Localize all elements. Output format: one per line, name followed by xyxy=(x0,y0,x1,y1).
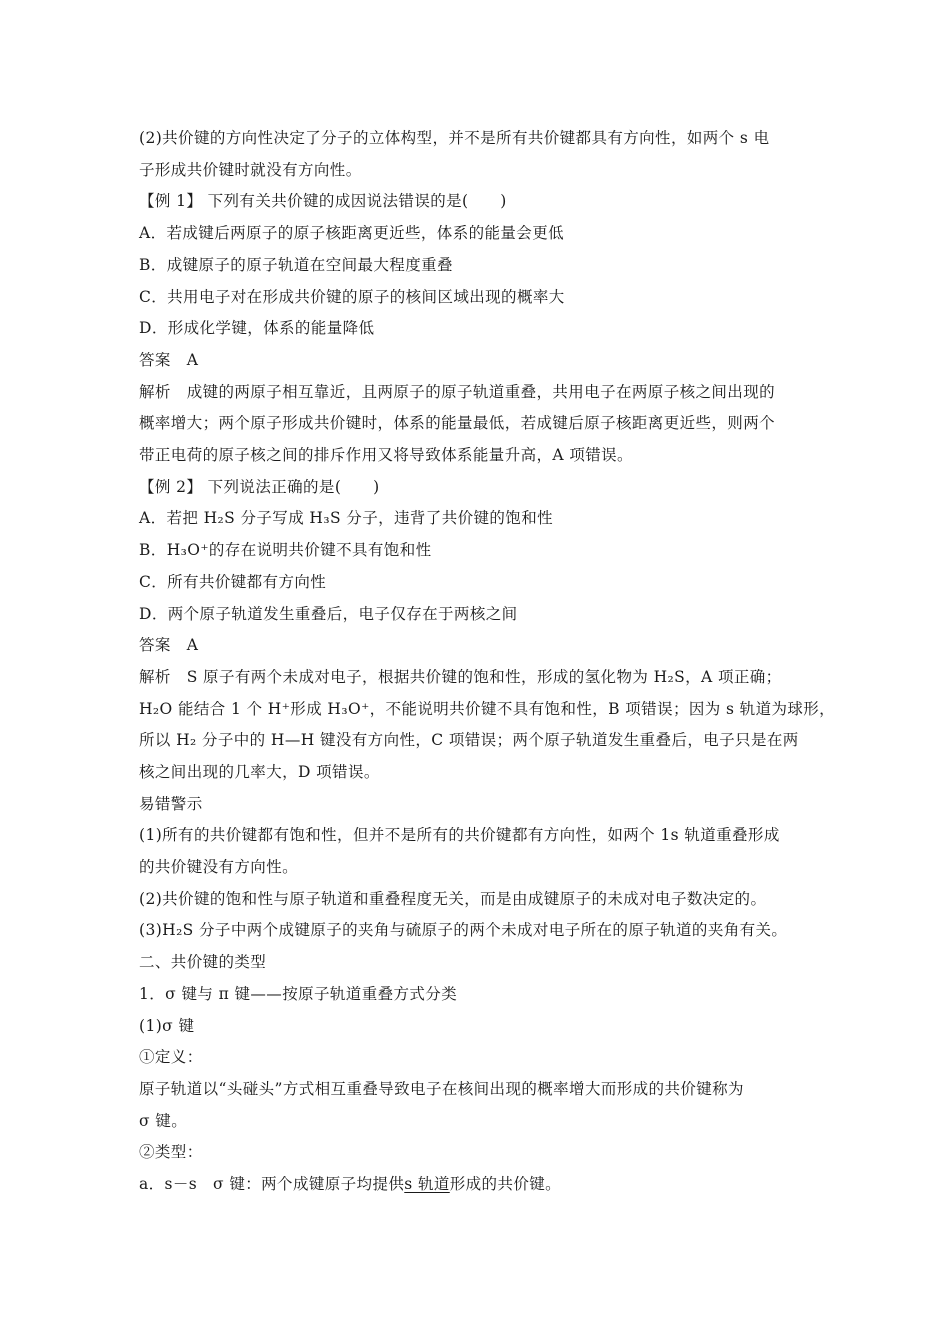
option-c: C．共用电子对在形成共价键的原子的核间区域出现的概率大 xyxy=(139,288,565,306)
underlined-term: s 轨道 xyxy=(404,1175,450,1193)
option-a: A．若把 H₂S 分子写成 H₃S 分子，违背了共价键的饱和性 xyxy=(139,509,554,527)
paragraph-line: (2)共价键的方向性决定了分子的立体构型，并不是所有共价键都具有方向性，如两个 s 电 xyxy=(139,129,770,147)
warning-item: 的共价键没有方向性。 xyxy=(139,858,299,876)
analysis-line: 带正电荷的原子核之间的排斥作用又将导致体系能量升高，A 项错误。 xyxy=(139,446,633,464)
type-item-prefix: a．s－s σ 键：两个成键原子均提供 xyxy=(139,1175,405,1193)
option-d: D．形成化学键，体系的能量降低 xyxy=(139,319,375,337)
analysis-line: 概率增大；两个原子形成共价键时，体系的能量最低，若成键后原子核距离更近些，则两个 xyxy=(139,414,776,432)
section-heading: 二、共价键的类型 xyxy=(139,953,267,971)
warning-item: (2)共价键的饱和性与原子轨道和重叠程度无关，而是由成键原子的未成对电子数决定的。 xyxy=(139,890,767,908)
answer-line: 答案 A xyxy=(139,636,199,654)
type-item xyxy=(139,1174,561,1194)
analysis-line: 核之间出现的几率大，D 项错误。 xyxy=(139,763,380,781)
definition-text: 原子轨道以“头碰头”方式相互重叠导致电子在核间出现的概率增大而形成的共价键称为 xyxy=(139,1080,744,1098)
definition-label: ①定义： xyxy=(139,1048,203,1066)
analysis-line: 解析 成键的两原子相互靠近，且两原子的原子轨道重叠，共用电子在两原子核之间出现的 xyxy=(139,383,776,401)
option-c: C．所有共价键都有方向性 xyxy=(139,573,327,591)
warning-item: (3)H₂S 分子中两个成键原子的夹角与硫原子的两个未成对电子所在的原子轨道的夹角有关。 xyxy=(139,921,788,939)
subsection-heading: 1．σ 键与 π 键——按原子轨道重叠方式分类 xyxy=(139,985,458,1003)
option-a: A．若成键后两原子的原子核距离更近些，体系的能量会更低 xyxy=(139,224,564,242)
option-d: D．两个原子轨道发生重叠后，电子仅存在于两核之间 xyxy=(139,605,518,623)
warning-heading: 易错警示 xyxy=(139,795,203,813)
type-label: ②类型： xyxy=(139,1143,203,1161)
answer-line: 答案 A xyxy=(139,351,199,369)
option-b: B．成键原子的原子轨道在空间最大程度重叠 xyxy=(139,256,453,274)
paragraph-line: 子形成共价键时就没有方向性。 xyxy=(139,161,362,179)
analysis-line: 解析 S 原子有两个未成对电子，根据共价键的饱和性，形成的氢化物为 H₂S，A 项正确； xyxy=(139,668,782,686)
subsection-item: (1)σ 键 xyxy=(139,1017,195,1035)
type-item-suffix: 形成的共价键。 xyxy=(449,1175,562,1193)
option-b: B．H₃O⁺的存在说明共价键不具有饱和性 xyxy=(139,541,432,559)
analysis-line: H₂O 能结合 1 个 H⁺形成 H₃O⁺，不能说明共价键不具有饱和性，B 项错误；因为 s 轨道为球形， xyxy=(139,700,836,718)
analysis-line: 所以 H₂ 分子中的 H—H 键没有方向性，C 项错误；两个原子轨道发生重叠后，电子只是在两 xyxy=(139,731,799,749)
definition-text: σ 键。 xyxy=(139,1112,188,1130)
warning-item: (1)所有的共价键都有饱和性，但并不是所有的共价键都有方向性，如两个 1s 轨道重叠形成 xyxy=(139,826,780,844)
example-2-heading: 【例 2】 下列说法正确的是( ) xyxy=(139,478,380,496)
example-1-heading: 【例 1】 下列有关共价键的成因说法错误的是( ) xyxy=(139,192,507,210)
